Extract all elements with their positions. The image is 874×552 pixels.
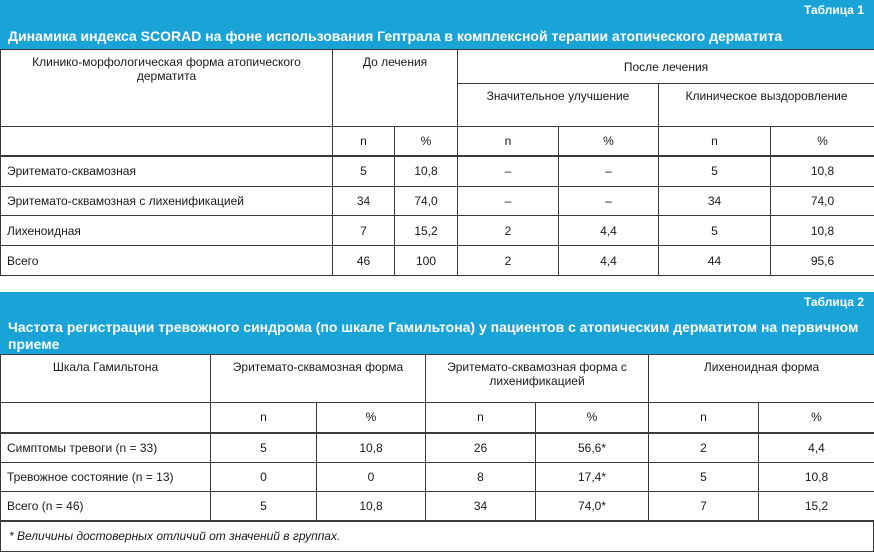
table-cell: 10,8	[771, 156, 874, 187]
table2-header-form3: Лихеноидная форма	[649, 355, 874, 403]
table1-banner	[0, 0, 874, 49]
table-cell: 95,6	[771, 246, 874, 276]
table-cell: 34	[333, 187, 395, 216]
table-cell: 15,2	[759, 492, 874, 521]
row-label: Всего	[1, 246, 333, 276]
table-cell: 4,4	[759, 433, 874, 463]
table2-title: Частота регистрации тревожного синдрома (по шкале Гамильтона) у пациентов с атопическим дерматитом на первичном приеме	[8, 319, 859, 352]
table1-header-after: После лечения	[458, 50, 874, 84]
table-cell: 8	[426, 463, 536, 492]
table-cell: 74,0	[771, 187, 874, 216]
table2-header-pct: %	[536, 403, 649, 433]
table-row	[1, 187, 874, 216]
table1	[0, 49, 874, 276]
row-label: Эритемато-сквамозная	[1, 156, 333, 187]
table-row	[1, 433, 874, 463]
table2-label: Таблица 2	[803, 295, 864, 309]
row-label: Эритемато-сквамозная с лихенификацией	[1, 187, 333, 216]
table1-header-pct: %	[395, 127, 458, 156]
table-cell: 4,4	[559, 246, 659, 276]
table-cell: 10,8	[317, 433, 426, 463]
table1-label: Таблица 1	[803, 3, 864, 17]
table-cell: 5	[211, 433, 317, 463]
table2-footnote: * Величины достоверных отличий от значений в группах.	[0, 520, 874, 552]
table-cell: –	[458, 156, 559, 187]
table-cell: 34	[426, 492, 536, 521]
table-cell: 10,8	[395, 156, 458, 187]
table-row	[1, 216, 874, 246]
table2-header-form2: Эритемато-сквамозная форма с лихенификацией	[426, 355, 649, 403]
table1-header-n: n	[458, 127, 559, 156]
table-cell: 46	[333, 246, 395, 276]
row-label: Симптомы тревоги (n = 33)	[1, 433, 211, 463]
table-cell: 5	[211, 492, 317, 521]
table-cell: 4,4	[559, 216, 659, 246]
table-cell: 34	[659, 187, 771, 216]
table1-header-empty	[1, 127, 333, 156]
table2-banner	[0, 292, 874, 354]
table-row	[1, 463, 874, 492]
table-cell: 5	[333, 156, 395, 187]
table-cell: 2	[458, 216, 559, 246]
table-cell: 74,0	[395, 187, 458, 216]
row-label: Лихеноидная	[1, 216, 333, 246]
table-cell: 0	[211, 463, 317, 492]
table1-header-pct: %	[559, 127, 659, 156]
table2-header-n: n	[649, 403, 759, 433]
table1-title: Динамика индекса SCORAD на фоне использования Гептрала в комплексной терапии атопического дерматита	[8, 28, 783, 44]
table-cell: 44	[659, 246, 771, 276]
table-row	[1, 156, 874, 187]
table-cell: 0	[317, 463, 426, 492]
table2-header-empty	[1, 403, 211, 433]
table-cell: 5	[649, 463, 759, 492]
table2-header-n: n	[426, 403, 536, 433]
table-row	[1, 246, 874, 276]
table-cell: –	[559, 156, 659, 187]
table2-header-pct: %	[317, 403, 426, 433]
table-cell: –	[458, 187, 559, 216]
table2-header-n: n	[211, 403, 317, 433]
row-label: Тревожное состояние (n = 13)	[1, 463, 211, 492]
table-cell: 10,8	[759, 463, 874, 492]
table-cell: 10,8	[317, 492, 426, 521]
table1-header-form: Клинико-морфологическая форма атопического дерматита	[1, 50, 333, 127]
table1-header-n: n	[659, 127, 771, 156]
table-cell: –	[559, 187, 659, 216]
table2-header-pct: %	[759, 403, 874, 433]
table-cell: 7	[333, 216, 395, 246]
table-cell: 2	[458, 246, 559, 276]
table1-header-pct: %	[771, 127, 874, 156]
table-cell: 26	[426, 433, 536, 463]
table-cell: 100	[395, 246, 458, 276]
table-cell: 15,2	[395, 216, 458, 246]
table-cell: 74,0*	[536, 492, 649, 521]
table-cell: 17,4*	[536, 463, 649, 492]
row-label: Всего (n = 46)	[1, 492, 211, 521]
table2	[0, 354, 874, 521]
table1-header-before: До лечения	[333, 50, 458, 127]
table2-header-scale: Шкала Гамильтона	[1, 355, 211, 403]
table-cell: 2	[649, 433, 759, 463]
table-row	[1, 492, 874, 521]
table1-header-improvement: Значительное улучшение	[458, 84, 659, 127]
table-cell: 5	[659, 156, 771, 187]
table1-header-recovery: Клиническое выздоровление	[659, 84, 874, 127]
table1-header-n: n	[333, 127, 395, 156]
table-cell: 5	[659, 216, 771, 246]
table-cell: 10,8	[771, 216, 874, 246]
table-cell: 56,6*	[536, 433, 649, 463]
table-cell: 7	[649, 492, 759, 521]
table2-header-form1: Эритемато-сквамозная форма	[211, 355, 426, 403]
